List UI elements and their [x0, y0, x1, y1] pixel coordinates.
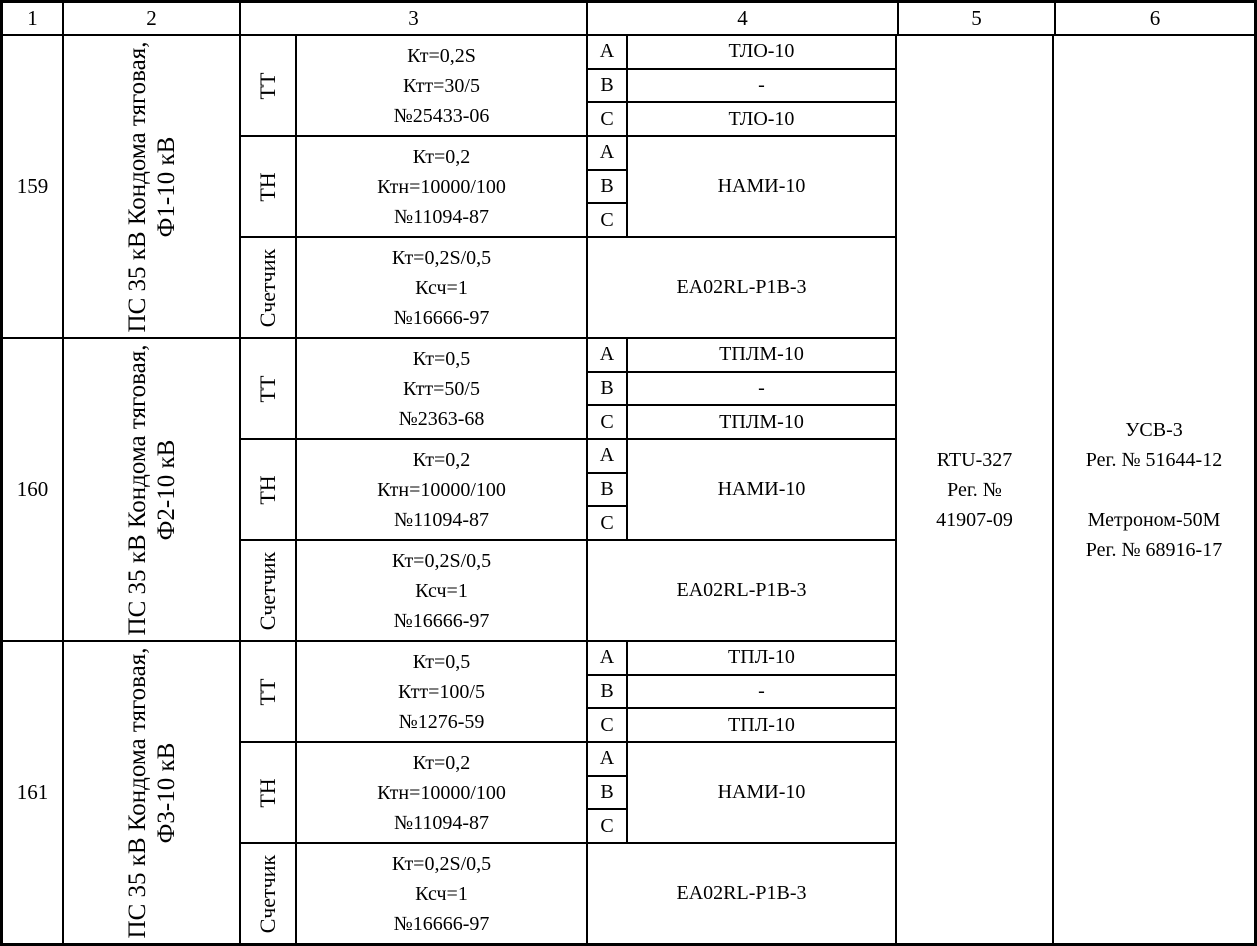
phase-device: ТПЛ-10: [628, 642, 895, 674]
tt-param-line: Кт=0,5: [412, 347, 471, 370]
tn-phase-letters: [588, 743, 626, 842]
tn-phase-rows: [588, 440, 895, 539]
time-sync-device: УСВ-3: [1125, 418, 1183, 441]
tn-device: НАМИ-10: [628, 440, 895, 539]
tn-label: ТН: [255, 474, 280, 505]
tt-section: [241, 36, 895, 135]
station-name-line2: Ф3-10 кВ: [152, 742, 180, 843]
tn-phase-rows: [588, 137, 895, 236]
tn-param-line: Ктн=10000/100: [377, 175, 506, 198]
tn-label-cell: [241, 440, 295, 539]
phase-letter: A: [588, 339, 626, 371]
station-name: [123, 339, 181, 641]
row-number: 159: [3, 36, 62, 337]
tn-params: [297, 743, 586, 842]
header-cell-3: 3: [241, 3, 586, 34]
tn-label: ТН: [255, 171, 280, 202]
phase-device: -: [628, 70, 895, 102]
tt-label-cell: [241, 36, 295, 135]
meter-device: EA02RL-P1B-3: [588, 238, 895, 337]
tn-label-cell: [241, 137, 295, 236]
meter-param-line: Кт=0,2S/0,5: [391, 852, 492, 875]
meter-param-line: Кт=0,2S/0,5: [391, 246, 492, 269]
meter-param-line: Кт=0,2S/0,5: [391, 549, 492, 572]
tt-params: [297, 642, 586, 741]
tt-label: ТТ: [255, 375, 280, 402]
meter-param-line: Ксч=1: [415, 882, 468, 905]
header-cell-2: 2: [64, 3, 239, 34]
phase-row: [588, 339, 895, 371]
meter-section: [241, 541, 895, 640]
tn-phase-letters: [588, 137, 626, 236]
rtu-reg-number: 41907-09: [936, 508, 1013, 531]
tt-params: [297, 339, 586, 438]
station-cell: [64, 339, 239, 640]
tn-device: НАМИ-10: [628, 743, 895, 842]
station-name-line2: Ф1-10 кВ: [152, 136, 180, 237]
rtu-device: RTU-327: [936, 448, 1013, 471]
tn-param-line: Ктн=10000/100: [377, 478, 506, 501]
station-name: [123, 642, 181, 944]
meter-label-cell: [241, 844, 295, 943]
phase-letter: A: [588, 137, 626, 169]
tt-label-cell: [241, 339, 295, 438]
phase-device: ТПЛМ-10: [628, 406, 895, 438]
tt-param-line: Кт=0,2S: [407, 44, 476, 67]
time-sync-cell: [1054, 36, 1254, 943]
phase-device: ТЛО-10: [628, 103, 895, 135]
tt-param-line: №1276-59: [398, 710, 485, 733]
phase-device: ТЛО-10: [628, 36, 895, 68]
meter-label-cell: [241, 238, 295, 337]
meter-params: [297, 541, 586, 640]
header-cell-1: 1: [3, 3, 62, 34]
tn-param-line: Кт=0,2: [412, 448, 471, 471]
tt-phase-rows: [588, 339, 895, 438]
station-cell: [64, 642, 239, 943]
phase-letter: C: [588, 204, 626, 236]
tn-param-line: Кт=0,2: [412, 751, 471, 774]
tt-section: [241, 642, 895, 741]
station-column: [64, 36, 239, 943]
meter-device: EA02RL-P1B-3: [588, 844, 895, 943]
phase-letter: B: [588, 474, 626, 506]
station-name-line2: Ф2-10 кВ: [152, 439, 180, 540]
station-cell: [64, 36, 239, 337]
meter-params: [297, 238, 586, 337]
row-number: 160: [3, 339, 62, 640]
tt-param-line: Кт=0,5: [412, 650, 471, 673]
tt-phase-rows: [588, 36, 895, 135]
tt-param-line: №2363-68: [398, 407, 485, 430]
meter-param-line: №16666-97: [393, 912, 490, 935]
phase-letter: A: [588, 36, 626, 68]
meter-section: [241, 238, 895, 337]
tn-phase-rows: [588, 743, 895, 842]
phase-row: [588, 70, 895, 102]
table-row-group: [241, 339, 895, 640]
phase-row: [588, 103, 895, 135]
phase-letter: C: [588, 810, 626, 842]
station-name-line1: ПС 35 кВ Кондома тяговая,: [123, 41, 151, 332]
meter-label: Счетчик: [255, 551, 280, 630]
header-cell-6: 6: [1056, 3, 1254, 34]
meter-params: [297, 844, 586, 943]
tt-param-line: №25433-06: [393, 104, 490, 127]
station-name-line1: ПС 35 кВ Кондома тяговая,: [123, 647, 151, 938]
phase-letter: A: [588, 440, 626, 472]
meter-device: EA02RL-P1B-3: [588, 541, 895, 640]
phase-letter: C: [588, 406, 626, 438]
phase-letter: B: [588, 373, 626, 405]
phase-letter: C: [588, 709, 626, 741]
header-row: [3, 3, 1254, 34]
tt-phase-rows: [588, 642, 895, 741]
tn-param-line: Ктн=10000/100: [377, 781, 506, 804]
row-number: 161: [3, 642, 62, 943]
tt-label-cell: [241, 642, 295, 741]
meter-param-line: №16666-97: [393, 306, 490, 329]
phase-device: -: [628, 676, 895, 708]
tt-param-line: Ктт=50/5: [403, 377, 480, 400]
row-number-column: [3, 36, 62, 943]
tn-phase-letters: [588, 440, 626, 539]
tn-param-line: №11094-87: [394, 811, 489, 834]
tt-params: [297, 36, 586, 135]
tn-device: НАМИ-10: [628, 137, 895, 236]
time-sync-reg: Рег. № 68916-17: [1085, 538, 1223, 561]
phase-letter: B: [588, 171, 626, 203]
meter-label: Счетчик: [255, 854, 280, 933]
phase-row: [588, 676, 895, 708]
meter-label-cell: [241, 541, 295, 640]
phase-row: [588, 373, 895, 405]
phase-row: [588, 406, 895, 438]
phase-letter: B: [588, 777, 626, 809]
tt-param-line: Ктт=30/5: [403, 74, 480, 97]
tn-param-line: №11094-87: [394, 508, 489, 531]
phase-device: -: [628, 373, 895, 405]
tn-section: [241, 137, 895, 236]
header-cell-4: 4: [588, 3, 897, 34]
tt-param-line: Ктт=100/5: [398, 680, 485, 703]
time-sync-device: Метроном-50М: [1087, 508, 1221, 531]
meter-section: [241, 844, 895, 943]
station-name-line1: ПС 35 кВ Кондома тяговая,: [123, 344, 151, 635]
tt-label: ТТ: [255, 678, 280, 705]
table-row-group: [241, 642, 895, 943]
transformers-column: [241, 36, 895, 943]
tn-section: [241, 440, 895, 539]
phase-row: [588, 36, 895, 68]
phase-letter: A: [588, 743, 626, 775]
table-row-group: [241, 36, 895, 337]
tn-section: [241, 743, 895, 842]
phase-row: [588, 709, 895, 741]
tn-label-cell: [241, 743, 295, 842]
meter-param-line: №16666-97: [393, 609, 490, 632]
phase-row: [588, 642, 895, 674]
meter-param-line: Ксч=1: [415, 276, 468, 299]
phase-letter: A: [588, 642, 626, 674]
tn-param-line: №11094-87: [394, 205, 489, 228]
rtu-reg-label: Рег. №: [947, 478, 1002, 501]
meter-param-line: Ксч=1: [415, 579, 468, 602]
phase-device: ТПЛ-10: [628, 709, 895, 741]
phase-device: ТПЛМ-10: [628, 339, 895, 371]
phase-letter: C: [588, 103, 626, 135]
rtu-cell: [897, 36, 1052, 943]
station-name: [123, 36, 181, 338]
tn-label: ТН: [255, 777, 280, 808]
time-sync-reg: Рег. № 51644-12: [1085, 448, 1223, 471]
header-cell-5: 5: [899, 3, 1054, 34]
phase-letter: B: [588, 676, 626, 708]
tt-section: [241, 339, 895, 438]
tn-param-line: Кт=0,2: [412, 145, 471, 168]
tn-params: [297, 440, 586, 539]
table-body: [3, 36, 1254, 943]
tt-label: ТТ: [255, 72, 280, 99]
meter-label: Счетчик: [255, 248, 280, 327]
tn-params: [297, 137, 586, 236]
phase-letter: B: [588, 70, 626, 102]
phase-letter: C: [588, 507, 626, 539]
